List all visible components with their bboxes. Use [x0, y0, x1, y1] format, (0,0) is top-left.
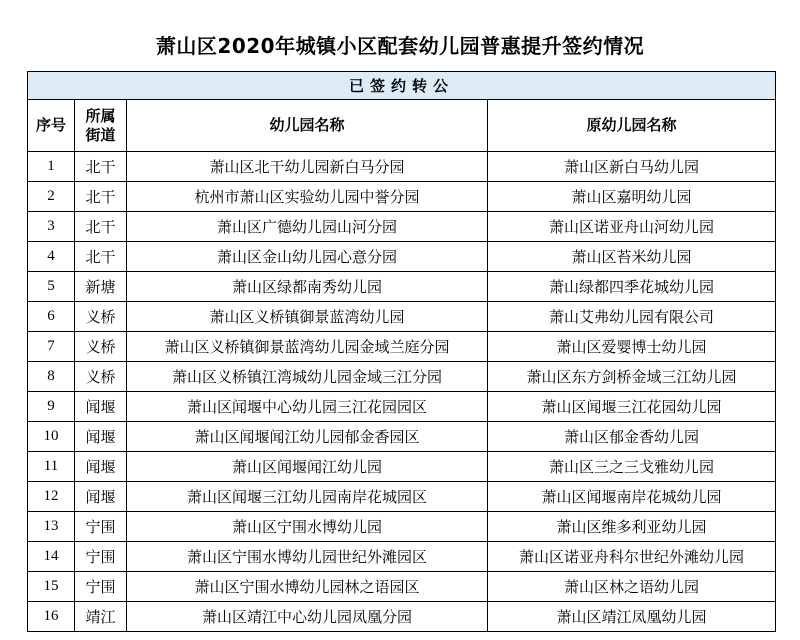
cell-street: 宁围	[75, 512, 127, 542]
cell-kindergarten-name: 萧山区北干幼儿园新白马分园	[127, 152, 488, 182]
cell-original-name: 萧山区苔米幼儿园	[488, 242, 776, 272]
cell-original-name: 萧山区爱婴博士幼儿园	[488, 332, 776, 362]
cell-original-name: 萧山区靖江凤凰幼儿园	[488, 602, 776, 632]
cell-seq: 2	[28, 182, 75, 212]
table-row	[28, 212, 776, 242]
cell-street: 北干	[75, 212, 127, 242]
cell-street: 闻堰	[75, 482, 127, 512]
cell-seq: 8	[28, 362, 75, 392]
cell-original-name: 萧山区维多利亚幼儿园	[488, 512, 776, 542]
cell-kindergarten-name: 萧山区闻堰闻江幼儿园郁金香园区	[127, 422, 488, 452]
cell-seq: 16	[28, 602, 75, 632]
cell-kindergarten-name: 萧山区宁围水博幼儿园	[127, 512, 488, 542]
cell-street: 闻堰	[75, 452, 127, 482]
header-street	[75, 100, 127, 152]
table-row	[28, 542, 776, 572]
cell-kindergarten-name: 萧山区靖江中心幼儿园凤凰分园	[127, 602, 488, 632]
table-row	[28, 362, 776, 392]
cell-seq: 13	[28, 512, 75, 542]
cell-street: 北干	[75, 152, 127, 182]
header-kindergarten-name: 幼儿园名称	[127, 100, 488, 152]
document-title: 萧山区2020年城镇小区配套幼儿园普惠提升签约情况	[155, 34, 645, 58]
cell-street: 北干	[75, 182, 127, 212]
table-row	[28, 422, 776, 452]
cell-street: 闻堰	[75, 392, 127, 422]
cell-kindergarten-name: 萧山区广德幼儿园山河分园	[127, 212, 488, 242]
table-row	[28, 182, 776, 212]
cell-original-name: 萧山区郁金香幼儿园	[488, 422, 776, 452]
cell-seq: 1	[28, 152, 75, 182]
header-original-name: 原幼儿园名称	[488, 100, 776, 152]
cell-original-name: 萧山区三之三戈雅幼儿园	[488, 452, 776, 482]
cell-original-name: 萧山区诺亚舟科尔世纪外滩幼儿园	[488, 542, 776, 572]
cell-seq: 11	[28, 452, 75, 482]
cell-street: 闻堰	[75, 422, 127, 452]
cell-kindergarten-name: 萧山区宁围水博幼儿园世纪外滩园区	[127, 542, 488, 572]
cell-kindergarten-name: 萧山区义桥镇江湾城幼儿园金域三江分园	[127, 362, 488, 392]
cell-seq: 5	[28, 272, 75, 302]
cell-seq: 3	[28, 212, 75, 242]
cell-seq: 9	[28, 392, 75, 422]
cell-original-name: 萧山区新白马幼儿园	[488, 152, 776, 182]
table-row	[28, 242, 776, 272]
cell-street: 义桥	[75, 362, 127, 392]
cell-street: 义桥	[75, 332, 127, 362]
cell-kindergarten-name: 萧山区闻堰三江幼儿园南岸花城园区	[127, 482, 488, 512]
cell-kindergarten-name: 萧山区闻堰中心幼儿园三江花园园区	[127, 392, 488, 422]
cell-original-name: 萧山区闻堰南岸花城幼儿园	[488, 482, 776, 512]
cell-kindergarten-name: 萧山区义桥镇御景蓝湾幼儿园金域兰庭分园	[127, 332, 488, 362]
cell-original-name: 萧山绿都四季花城幼儿园	[488, 272, 776, 302]
table-row	[28, 152, 776, 182]
cell-seq: 4	[28, 242, 75, 272]
table-row	[28, 482, 776, 512]
cell-seq: 7	[28, 332, 75, 362]
table-row	[28, 572, 776, 602]
table-header-row	[28, 100, 776, 152]
table-row	[28, 602, 776, 632]
cell-kindergarten-name: 萧山区金山幼儿园心意分园	[127, 242, 488, 272]
cell-kindergarten-name: 萧山区宁围水博幼儿园林之语园区	[127, 572, 488, 602]
table-body	[28, 152, 776, 632]
cell-kindergarten-name: 萧山区闻堰闻江幼儿园	[127, 452, 488, 482]
cell-kindergarten-name: 萧山区义桥镇御景蓝湾幼儿园	[127, 302, 488, 332]
cell-seq: 15	[28, 572, 75, 602]
cell-street: 北干	[75, 242, 127, 272]
section-banner-row	[28, 72, 776, 100]
cell-street: 义桥	[75, 302, 127, 332]
header-seq: 序号	[28, 100, 75, 152]
cell-kindergarten-name: 萧山区绿都南秀幼儿园	[127, 272, 488, 302]
cell-original-name: 萧山区东方剑桥金域三江幼儿园	[488, 362, 776, 392]
cell-street: 新塘	[75, 272, 127, 302]
cell-seq: 14	[28, 542, 75, 572]
cell-kindergarten-name: 杭州市萧山区实验幼儿园中誉分园	[127, 182, 488, 212]
cell-original-name: 萧山区诺亚舟山河幼儿园	[488, 212, 776, 242]
table-row	[28, 512, 776, 542]
header-street-line1: 所属	[85, 106, 116, 125]
table-row	[28, 272, 776, 302]
table-row	[28, 452, 776, 482]
table-row	[28, 392, 776, 422]
section-banner: 已签约转公	[28, 72, 776, 100]
cell-original-name: 萧山艾弗幼儿园有限公司	[488, 302, 776, 332]
cell-street: 宁围	[75, 542, 127, 572]
table-row	[28, 332, 776, 362]
cell-original-name: 萧山区林之语幼儿园	[488, 572, 776, 602]
cell-seq: 10	[28, 422, 75, 452]
cell-street: 靖江	[75, 602, 127, 632]
cell-seq: 6	[28, 302, 75, 332]
kindergarten-table	[27, 71, 776, 632]
cell-seq: 12	[28, 482, 75, 512]
cell-original-name: 萧山区嘉明幼儿园	[488, 182, 776, 212]
header-street-line2: 街道	[85, 125, 116, 144]
cell-original-name: 萧山区闻堰三江花园幼儿园	[488, 392, 776, 422]
cell-street: 宁围	[75, 572, 127, 602]
table-row	[28, 302, 776, 332]
